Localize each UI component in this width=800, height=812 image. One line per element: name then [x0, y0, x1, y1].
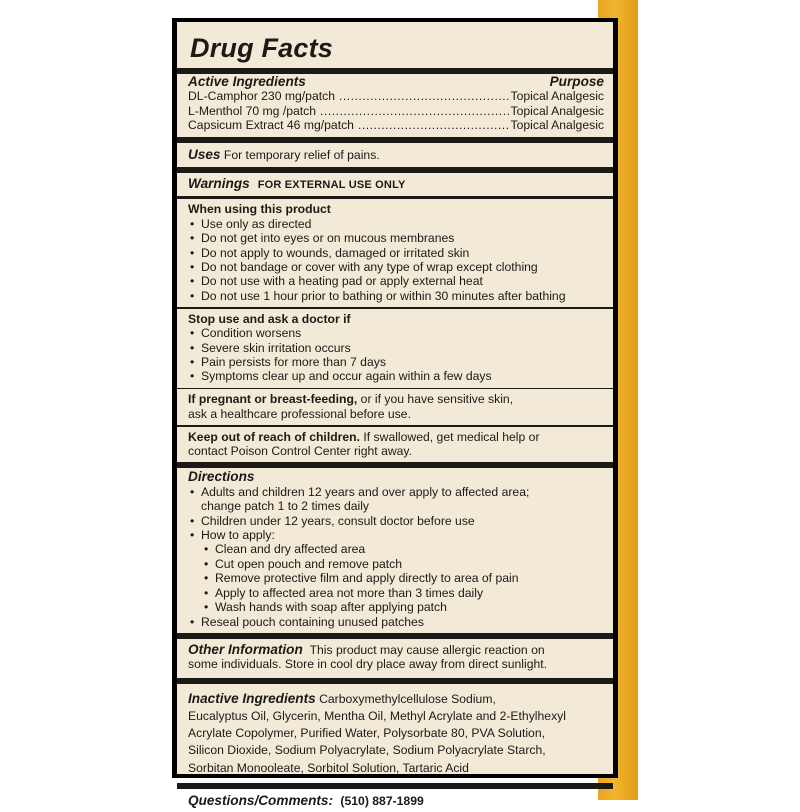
list-item: • Do not bandage or cover with any type of wrap except clothing [188, 260, 604, 274]
drug-facts-label [177, 22, 613, 808]
list-item: • Reseal pouch containing unused patches [188, 615, 604, 629]
children-text-2: contact Poison Control Center right away. [188, 444, 412, 459]
list-item: • Severe skin irritation occurs [188, 341, 604, 355]
active-header-row [188, 75, 604, 89]
purpose-heading: Purpose [549, 74, 604, 89]
inactive-line: Acrylate Copolymer, Purified Water, Polysorbate 80, PVA Solution, [188, 726, 545, 741]
questions-heading: Questions/Comments: [188, 792, 334, 808]
pregnancy-bold: If pregnant or breast-feeding, [188, 392, 358, 407]
list-item: • Use only as directed [188, 217, 604, 231]
sub-list-item: • Wash hands with soap after applying patch [188, 600, 604, 614]
inactive-line: Eucalyptus Oil, Glycerin, Mentha Oil, Methyl Acrylate and 2-Ethylhexyl [188, 708, 566, 723]
questions-section [188, 789, 604, 812]
external-use-note: FOR EXTERNAL USE ONLY [257, 179, 406, 192]
children-section [188, 427, 604, 463]
when-using-list [188, 217, 604, 303]
leader-dots [339, 89, 510, 103]
uses-heading: Uses [188, 146, 221, 162]
list-item: • Do not use with a heating pad or apply external heat [188, 274, 604, 288]
drug-facts-title: Drug Facts [190, 33, 334, 63]
leader-dots [320, 104, 509, 118]
list-item: • How to apply: [188, 528, 604, 542]
ingredient-name: DL-Camphor 230 mg/patch [188, 89, 335, 104]
other-info-heading: Other Information [188, 641, 303, 657]
list-item: • Condition worsens [188, 326, 604, 340]
pregnancy-section [188, 389, 604, 425]
active-row [188, 104, 604, 118]
list-item: • Symptoms clear up and occur again within a few days [188, 369, 604, 383]
phone-number: (510) 887-1899 [340, 793, 424, 808]
other-info-text-2: some individuals. Store in cool dry place away from direct sunlight. [188, 657, 548, 672]
warnings-heading: Warnings [188, 176, 250, 192]
children-bold: Keep out of reach of children. [188, 429, 360, 444]
list-item: • Do not use 1 hour prior to bathing or within 30 minutes after bathing [188, 289, 604, 303]
ingredient-name: Capsicum Extract 46 mg/patch [188, 118, 354, 133]
directions-section [188, 468, 604, 632]
inactive-line: Silicon Dioxide, Sodium Polyacrylate, Sodium Polyacrylate Starch, [188, 743, 546, 758]
ingredient-purpose: Topical Analgesic [510, 118, 604, 133]
ingredient-purpose: Topical Analgesic [510, 89, 604, 104]
active-row [188, 118, 604, 132]
warnings-header-section [188, 173, 604, 196]
stop-use-list [188, 326, 604, 384]
directions-heading: Directions [188, 469, 255, 485]
sub-list-item: • Apply to affected area not more than 3 times daily [188, 586, 604, 600]
pregnancy-text: or if you have sensitive skin, [357, 392, 514, 407]
stop-use-section [188, 309, 604, 388]
children-text: If swallowed, get medical help or [360, 429, 540, 444]
list-item: • Children under 12 years, consult doctor before use [188, 514, 604, 528]
inactive-ingredients-heading: Inactive Ingredients [188, 690, 316, 706]
ingredient-name: L-Menthol 70 mg /patch [188, 103, 317, 118]
sub-list-item: • Remove protective film and apply directly to area of pain [188, 571, 604, 585]
active-ingredients-section [188, 74, 604, 137]
inactive-line: Carboxymethylcellulose Sodium, [319, 691, 496, 706]
when-using-section [188, 199, 604, 307]
pregnancy-text-2: ask a healthcare professional before use. [188, 406, 411, 421]
other-info-text: This product may cause allergic reaction on [309, 642, 545, 657]
directions-list [188, 485, 604, 629]
uses-section [188, 143, 604, 167]
sub-list-item: • Clean and dry affected area [188, 542, 604, 556]
list-item: • Pain persists for more than 7 days [188, 355, 604, 369]
active-row [188, 89, 604, 103]
leader-dots [358, 118, 510, 132]
inactive-ingredients-section [188, 684, 604, 783]
sub-list-item: • Cut open pouch and remove patch [188, 557, 604, 571]
other-info-section [188, 639, 604, 678]
when-using-heading: When using this product [188, 202, 331, 217]
inactive-line: Sorbitan Monooleate, Sorbitol Solution, Tartaric Acid [188, 760, 469, 775]
list-item: • Do not apply to wounds, damaged or irritated skin [188, 246, 604, 260]
uses-text: For temporary relief of pains. [223, 147, 380, 162]
ingredient-purpose: Topical Analgesic [510, 103, 604, 118]
stop-use-heading: Stop use and ask a doctor if [188, 311, 351, 326]
active-ingredients-heading: Active Ingredients [188, 74, 306, 89]
list-item: • Do not get into eyes or on mucous membranes [188, 231, 604, 245]
list-item: • Adults and children 12 years and over apply to affected area; change patch 1 to 2 times daily [188, 485, 604, 514]
